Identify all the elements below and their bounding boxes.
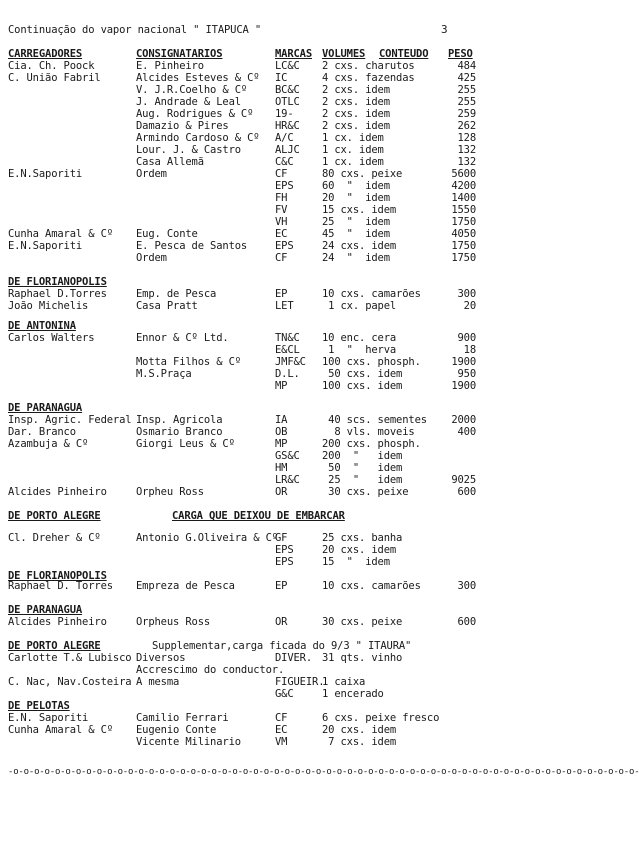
shipper-cell: C. Nac, Nav.Costeira — [8, 676, 132, 688]
mark-cell: D.L. — [275, 368, 300, 380]
volume-content-cell: 20 cxs. idem — [322, 724, 397, 736]
consignee-cell: Emp. de Pesca — [136, 288, 217, 300]
consignee-cell: Giorgi Leus & Cº — [136, 438, 235, 450]
consignee-cell: Orpheus Ross — [136, 616, 211, 628]
volume-content-cell: 2 cxs. idem — [322, 108, 390, 120]
weight-cell: 1750 — [451, 252, 476, 264]
volume-content-cell: 15 " idem — [322, 556, 390, 568]
volume-content-cell: 1 cx. idem — [322, 144, 384, 156]
section-heading: DE PORTO ALEGRE — [8, 640, 101, 652]
weight-cell: 400 — [457, 426, 476, 438]
section-heading: DE PORTO ALEGRE — [8, 510, 101, 522]
mark-cell: JMF&C — [275, 356, 306, 368]
weight-cell: 900 — [457, 332, 476, 344]
mark-cell: LC&C — [275, 60, 300, 72]
volume-content-cell: 200 cxs. phosph. — [322, 438, 421, 450]
weight-cell: 600 — [457, 616, 476, 628]
weight-cell: 4050 — [451, 228, 476, 240]
shipper-cell: Cunha Amaral & Cº — [8, 228, 113, 240]
volume-content-cell: 1 cx. idem — [322, 156, 384, 168]
shipper-cell: Cl. Dreher & Cº — [8, 532, 101, 544]
mark-cell: GF — [275, 532, 288, 544]
mark-cell: CF — [275, 712, 288, 724]
consignee-cell: Camilio Ferrari — [136, 712, 229, 724]
volume-content-cell: 24 cxs. idem — [322, 240, 397, 252]
weight-cell: 128 — [457, 132, 476, 144]
weight-cell: 1900 — [451, 356, 476, 368]
volume-content-cell: 10 cxs. camarões — [322, 580, 421, 592]
section-heading: DE PARANAGUA — [8, 604, 83, 616]
mark-cell: MP — [275, 438, 288, 450]
volume-content-cell: 25 cxs. banha — [322, 532, 403, 544]
mark-cell: HM — [275, 462, 288, 474]
shipper-cell: E.N.Saporiti — [8, 240, 83, 252]
shipper-cell: E.N. Saporiti — [8, 712, 89, 724]
mark-cell: 19- — [275, 108, 294, 120]
section-heading: DE ANTONINA — [8, 320, 76, 332]
volume-content-cell: 24 " idem — [322, 252, 390, 264]
mark-cell: EPS — [275, 556, 294, 568]
mark-cell: FV — [275, 204, 288, 216]
mark-cell: VM — [275, 736, 288, 748]
mark-cell: OR — [275, 486, 288, 498]
volume-content-cell: 2 cxs. idem — [322, 120, 390, 132]
volume-content-cell: 100 cxs. phosph. — [322, 356, 421, 368]
weight-cell: 132 — [457, 156, 476, 168]
mark-cell: FH — [275, 192, 288, 204]
consignee-cell: Orpheu Ross — [136, 486, 204, 498]
shipper-cell: João Michelis — [8, 300, 89, 312]
mark-cell: CF — [275, 168, 288, 180]
shipper-cell: Dar. Branco — [8, 426, 76, 438]
consignee-cell: Lour. J. & Castro — [136, 144, 241, 156]
volume-content-cell: 1 cx. idem — [322, 132, 384, 144]
mark-cell: MP — [275, 380, 288, 392]
weight-cell: 262 — [457, 120, 476, 132]
volume-content-cell: 40 scs. sementes — [322, 414, 427, 426]
consignee-cell: Casa Pratt — [136, 300, 198, 312]
col-header-carregadores: CARREGADORES — [8, 48, 83, 60]
col-header-consignatarios: CONSIGNATARIOS — [136, 48, 223, 60]
volume-content-cell: 10 cxs. camarões — [322, 288, 421, 300]
shipper-cell: Azambuja & Cº — [8, 438, 89, 450]
weight-cell: 1550 — [451, 204, 476, 216]
weight-cell: 255 — [457, 96, 476, 108]
mark-cell: EPS — [275, 544, 294, 556]
consignee-cell: Empreza de Pesca — [136, 580, 235, 592]
mark-cell: A/C — [275, 132, 294, 144]
volume-content-cell: 31 qts. vinho — [322, 652, 403, 664]
mark-cell: DIVER. — [275, 652, 313, 664]
volume-content-cell: 80 cxs. peixe — [322, 168, 403, 180]
weight-cell: 425 — [457, 72, 476, 84]
volume-content-cell: 2 cxs. idem — [322, 96, 390, 108]
shipper-cell: Cia. Ch. Poock — [8, 60, 95, 72]
weight-cell: 300 — [457, 288, 476, 300]
section-note: Supplementar,carga ficada do 9/3 " ITAURA" — [152, 640, 412, 652]
section-note: CARGA QUE DEIXOU DE EMBARCAR — [172, 510, 345, 522]
weight-cell: 1400 — [451, 192, 476, 204]
mark-cell: VH — [275, 216, 288, 228]
shipper-cell: Alcides Pinheiro — [8, 616, 107, 628]
weight-cell: 950 — [457, 368, 476, 380]
mark-cell: G&C — [275, 688, 294, 700]
consignee-cell: Accrescimo do conductor. — [136, 664, 285, 676]
section-heading: DE FLORIANOPOLIS — [8, 570, 107, 582]
volume-content-cell: 1 encerado — [322, 688, 384, 700]
volume-content-cell: 20 cxs. idem — [322, 544, 397, 556]
mark-cell: GS&C — [275, 450, 300, 462]
consignee-cell: Eugenio Conte — [136, 724, 217, 736]
consignee-cell: Insp. Agricola — [136, 414, 223, 426]
consignee-cell: Ordem — [136, 168, 167, 180]
volume-content-cell: 8 vls. moveis — [322, 426, 415, 438]
shipper-cell: Carlos Walters — [8, 332, 95, 344]
weight-cell: 2000 — [451, 414, 476, 426]
shipper-cell: Raphael D. Torres — [8, 580, 113, 592]
shipper-cell: E.N.Saporiti — [8, 168, 83, 180]
shipper-cell: Raphael D.Torres — [8, 288, 107, 300]
volume-content-cell: 30 cxs. peixe — [322, 486, 409, 498]
document-title: Continuação do vapor nacional " ITAPUCA " — [8, 24, 262, 36]
weight-cell: 1750 — [451, 216, 476, 228]
mark-cell: OB — [275, 426, 288, 438]
shipper-cell: Cunha Amaral & Cº — [8, 724, 113, 736]
consignee-cell: Vicente Milinario — [136, 736, 241, 748]
shipper-cell: Insp. Agric. Federal — [8, 414, 132, 426]
weight-cell: 255 — [457, 84, 476, 96]
volume-content-cell: 20 " idem — [322, 192, 390, 204]
mark-cell: FIGUEIR. — [275, 676, 325, 688]
volume-content-cell: 4 cxs. fazendas — [322, 72, 415, 84]
mark-cell: EP — [275, 288, 288, 300]
mark-cell: OR — [275, 616, 288, 628]
mark-cell: EC — [275, 228, 288, 240]
consignee-cell: Ennor & Cº Ltd. — [136, 332, 229, 344]
page-number: 3 — [441, 23, 448, 36]
volume-content-cell: 45 " idem — [322, 228, 390, 240]
volume-content-cell: 1 " herva — [322, 344, 397, 356]
volume-content-cell: 6 cxs. peixe fresco — [322, 712, 440, 724]
volume-content-cell: 25 " idem — [322, 216, 390, 228]
mark-cell: ALJC — [275, 144, 300, 156]
volume-content-cell: 200 " idem — [322, 450, 403, 462]
shipper-cell: C. União Fabril — [8, 72, 101, 84]
weight-cell: 4200 — [451, 180, 476, 192]
volume-content-cell: 7 cxs. idem — [322, 736, 397, 748]
weight-cell: 259 — [457, 108, 476, 120]
consignee-cell: Osmario Branco — [136, 426, 223, 438]
col-header-volumes: VOLUMES — [322, 48, 366, 60]
consignee-cell: Casa Allemã — [136, 156, 204, 168]
mark-cell: EP — [275, 580, 288, 592]
volume-content-cell: 50 " idem — [322, 462, 403, 474]
mark-cell: EC — [275, 724, 288, 736]
volume-content-cell: 2 cxs. charutos — [322, 60, 415, 72]
mark-cell: E&CL — [275, 344, 300, 356]
col-header-conteudo: CONTEUDO — [379, 48, 429, 60]
consignee-cell: Antonio G.Oliveira & Cº — [136, 532, 278, 544]
weight-cell: 484 — [457, 60, 476, 72]
consignee-cell: Diversos — [136, 652, 186, 664]
mark-cell: EPS — [275, 240, 294, 252]
consignee-cell: Damazio & Pires — [136, 120, 229, 132]
weight-cell: 20 — [463, 300, 476, 312]
consignee-cell: M.S.Praça — [136, 368, 192, 380]
consignee-cell: Ordem — [136, 252, 167, 264]
col-header-peso: PESO — [448, 48, 473, 60]
weight-cell: 1900 — [451, 380, 476, 392]
consignee-cell: A mesma — [136, 676, 180, 688]
consignee-cell: Motta Filhos & Cº — [136, 356, 241, 368]
volume-content-cell: 2 cxs. idem — [322, 84, 390, 96]
weight-cell: 18 — [463, 344, 476, 356]
consignee-cell: Armindo Cardoso & Cº — [136, 132, 260, 144]
mark-cell: CF — [275, 252, 288, 264]
volume-content-cell: 25 " idem — [322, 474, 403, 486]
weight-cell: 9025 — [451, 474, 476, 486]
section-heading: DE FLORIANOPOLIS — [8, 276, 107, 288]
mark-cell: C&C — [275, 156, 294, 168]
consignee-cell: Eug. Conte — [136, 228, 198, 240]
mark-cell: LR&C — [275, 474, 300, 486]
mark-cell: IC — [275, 72, 288, 84]
mark-cell: TN&C — [275, 332, 300, 344]
mark-cell: LET — [275, 300, 294, 312]
mark-cell: BC&C — [275, 84, 300, 96]
volume-content-cell: 100 cxs. idem — [322, 380, 403, 392]
weight-cell: 132 — [457, 144, 476, 156]
weight-cell: 5600 — [451, 168, 476, 180]
volume-content-cell: 30 cxs. peixe — [322, 616, 403, 628]
footer-divider: -o-o-o-o-o-o-o-o-o-o-o-o-o-o-o-o-o-o-o-o-o-o-o-o-o-o-o-o-o-o-o-o-o-o-o-o-o-o-o-o-o-o-o-o-o-o-o-o-o-o-o-o-o-o-o-o-o-o-o-o- — [8, 767, 639, 777]
consignee-cell: E. Pinheiro — [136, 60, 204, 72]
section-heading: DE PELOTAS — [8, 700, 70, 712]
consignee-cell: Alcides Esteves & Cº — [136, 72, 260, 84]
weight-cell: 1750 — [451, 240, 476, 252]
shipper-cell: Alcides Pinheiro — [8, 486, 107, 498]
volume-content-cell: 1 cx. papel — [322, 300, 397, 312]
weight-cell: 300 — [457, 580, 476, 592]
shipper-cell: Carlotte T.& Lubisco — [8, 652, 132, 664]
col-header-marcas: MARCAS — [275, 48, 313, 60]
mark-cell: HR&C — [275, 120, 300, 132]
weight-cell: 600 — [457, 486, 476, 498]
volume-content-cell: 50 cxs. idem — [322, 368, 403, 380]
mark-cell: IA — [275, 414, 288, 426]
consignee-cell: V. J.R.Coelho & Cº — [136, 84, 248, 96]
volume-content-cell: 15 cxs. idem — [322, 204, 397, 216]
volume-content-cell: 10 enc. cera — [322, 332, 397, 344]
volume-content-cell: 1 caixa — [322, 676, 366, 688]
mark-cell: OTLC — [275, 96, 300, 108]
section-heading: DE PARANAGUA — [8, 402, 83, 414]
consignee-cell: Aug. Rodrigues & Cº — [136, 108, 254, 120]
consignee-cell: E. Pesca de Santos — [136, 240, 248, 252]
consignee-cell: J. Andrade & Leal — [136, 96, 241, 108]
volume-content-cell: 60 " idem — [322, 180, 390, 192]
mark-cell: EPS — [275, 180, 294, 192]
